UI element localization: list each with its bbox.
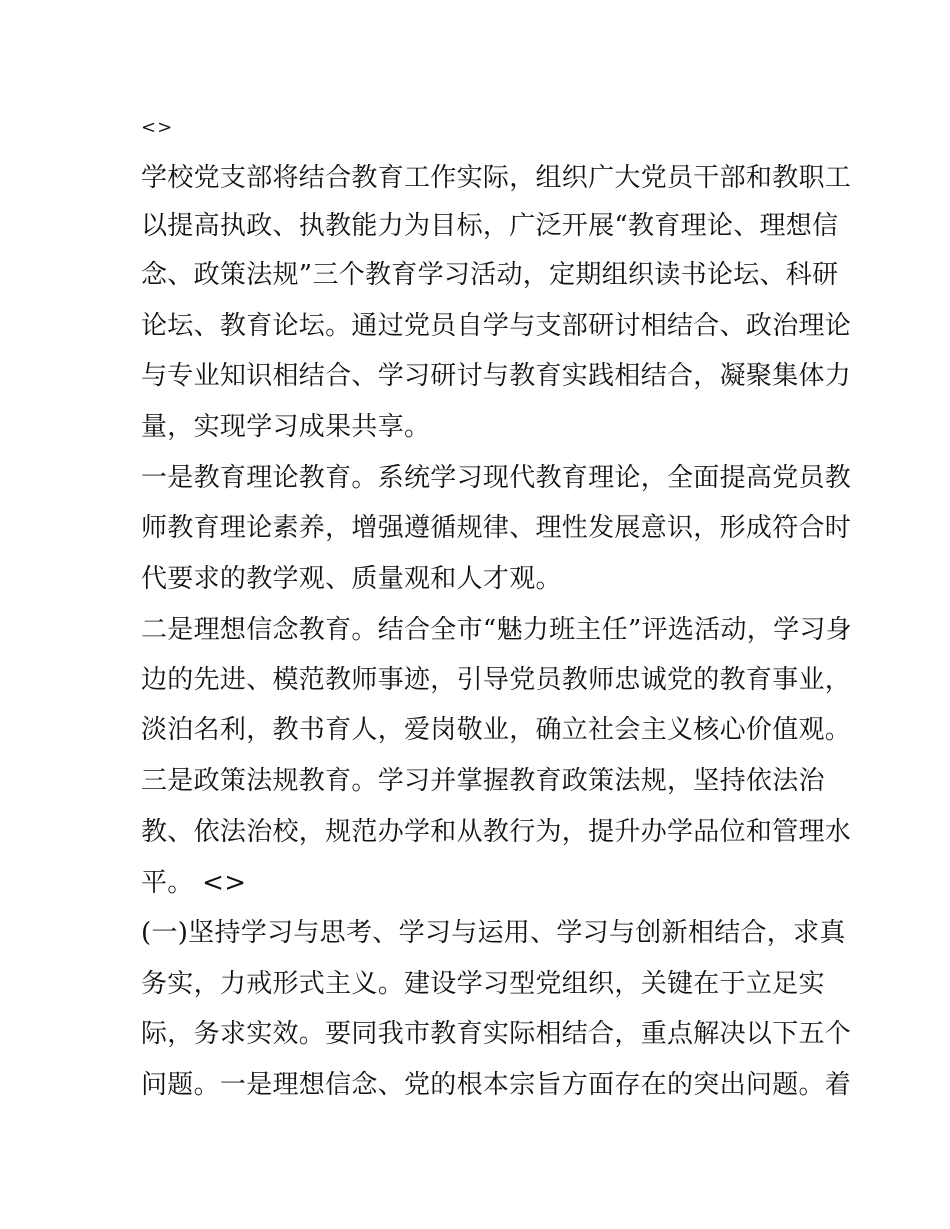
paragraph-line: 量，实现学习成果共享。 xyxy=(141,412,431,442)
paragraph-line: 学校党支部将结合教育工作实际，组织广大党员干部和教职工 xyxy=(141,163,852,193)
paragraph-line: 问题。一是理想信念、党的根本宗旨方面存在的突出问题。着 xyxy=(141,1070,852,1100)
paragraph-line: 论坛、教育论坛。通过党员自学与支部研讨相结合、政治理论 xyxy=(141,311,852,341)
paragraph-line: (一)坚持学习与思考、学习与运用、学习与创新相结合，求真 xyxy=(141,918,846,948)
paragraph-line: 淡泊名利，教书育人，爱岗敬业，确立社会主义核心价值观。 xyxy=(141,715,852,745)
paragraph-line: 师教育理论素养，增强遵循规律、理性发展意识，形成符合时 xyxy=(141,513,852,543)
paragraph-line: 一是教育理论教育。系统学习现代教育理论，全面提高党员教 xyxy=(141,463,852,493)
paragraph-line: 际，务求实效。要同我市教育实际相结合，重点解决以下五个 xyxy=(141,1019,852,1049)
paragraph-line: 念、政策法规”三个教育学习活动，定期组织读书论坛、科研 xyxy=(141,260,839,290)
paragraph-line-with-marker: 平。 <> xyxy=(141,868,247,898)
paragraph-line: 三是政策法规教育。学习并掌握教育政策法规，坚持依法治 xyxy=(141,766,825,796)
paragraph-line: 与专业知识相结合、学习研讨与教育实践相结合，凝聚集体力 xyxy=(141,361,852,391)
paragraph-line: 边的先进、模范教师事迹，引导党员教师忠诚党的教育事业， xyxy=(141,665,852,695)
paragraph-line: 务实，力戒形式主义。建设学习型党组织，关键在于立足实 xyxy=(141,969,825,999)
paragraph-line: 教、依法治校，规范办学和从教行为，提升办学品位和管理水 xyxy=(141,817,852,847)
paragraph-line: 代要求的教学观、质量观和人才观。 xyxy=(141,564,562,594)
section-marker: <> xyxy=(141,117,174,138)
paragraph-line: 二是理想信念教育。结合全市“魅力班主任”评选活动，学习身 xyxy=(141,615,852,645)
paragraph-line: 以提高执政、执教能力为目标，广泛开展“教育理论、理想信 xyxy=(141,211,839,241)
